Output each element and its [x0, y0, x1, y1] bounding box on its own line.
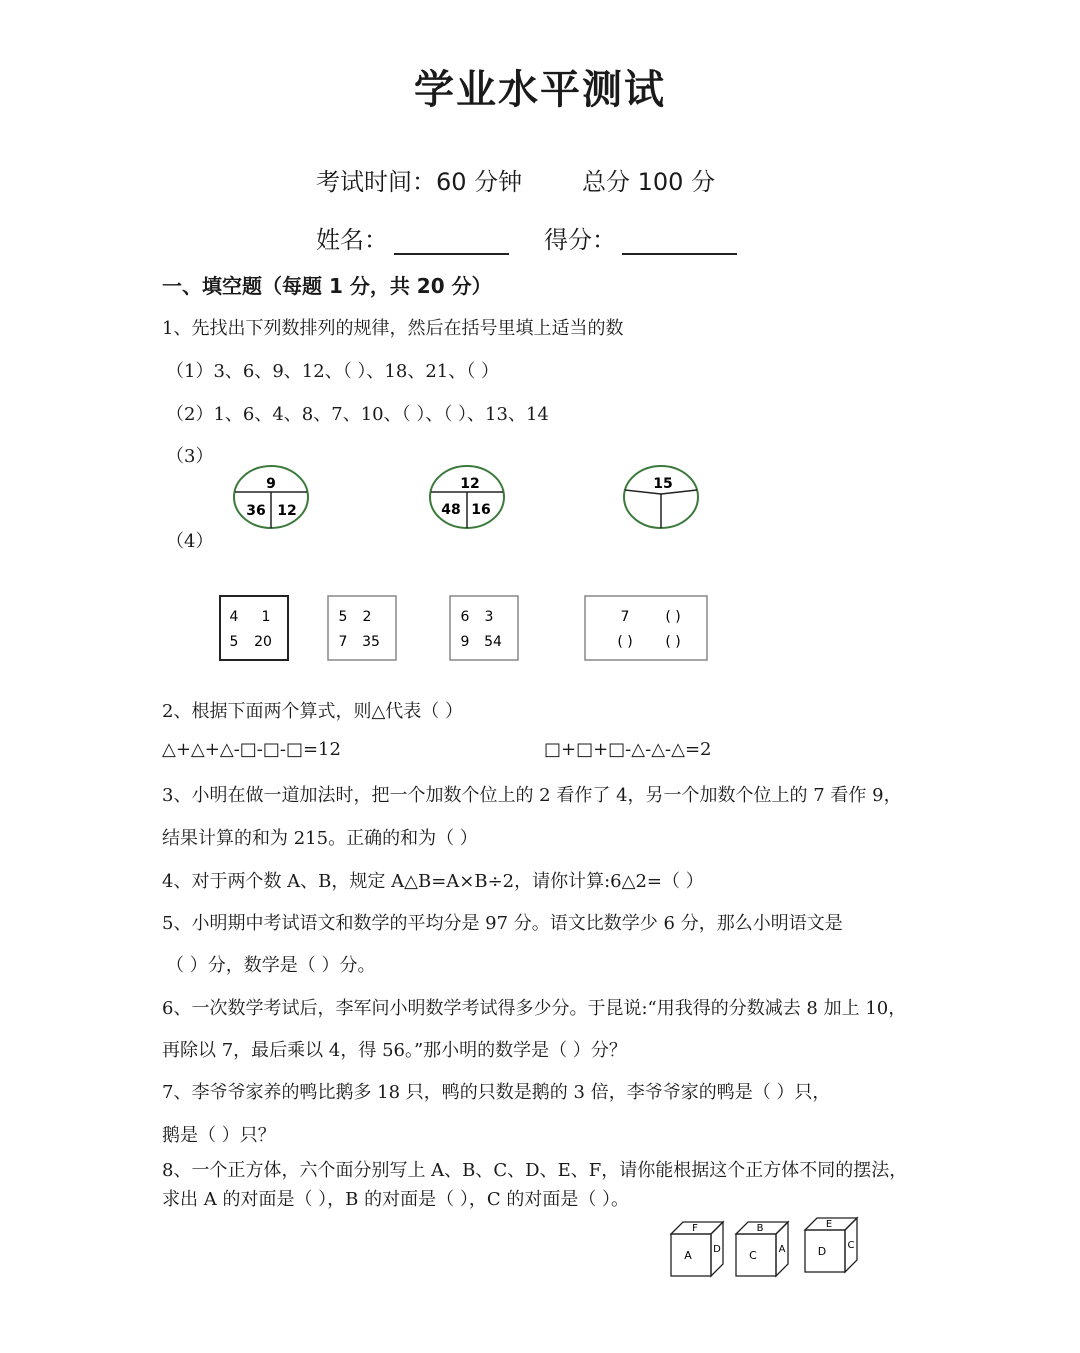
question-8-line-1: 8、一个正方体，六个面分别写上 A、B、C、D、E、F，请你能根据这个正方体不同的摆法，: [162, 1160, 908, 1181]
question-8-line-2: 求出 A 的对面是（ ），B 的对面是（ ），C 的对面是（ ）。: [162, 1189, 630, 1210]
cube-1-side: D: [713, 1244, 721, 1255]
name-blank[interactable]: [394, 231, 509, 255]
box-3-b: 3: [484, 609, 494, 625]
question-5-line-1: 5、小明期中考试语文和数学的平均分是 97 分。语文比数学少 6 分，那么小明语文是: [162, 913, 843, 934]
cube-2-front: C: [749, 1249, 757, 1262]
question-2-equation-1: △+△+△-□-□-□=12: [162, 739, 341, 760]
circle-3-top: 15: [653, 476, 673, 492]
question-1-2: （2）1、6、4、8、7、10、（ ）、（ ）、13、14: [166, 404, 549, 425]
exam-time: 考试时间：60 分钟: [316, 168, 523, 196]
cube-3-front: D: [817, 1245, 827, 1258]
name-field[interactable]: [316, 220, 509, 255]
circle-figure-1: [230, 462, 312, 532]
score-label: 得分：: [544, 226, 616, 254]
question-5-line-2: （ ）分，数学是（ ）分。: [166, 955, 376, 976]
score-field[interactable]: [544, 220, 737, 255]
cube-3-side: C: [847, 1240, 855, 1251]
box-1-c: 5: [229, 634, 239, 650]
box-1-d: 20: [254, 634, 272, 650]
question-1-3: （3）: [166, 446, 214, 467]
box-1-b: 1: [261, 609, 271, 625]
circle-figure-3: [620, 462, 702, 532]
box-3-c: 9: [460, 634, 470, 650]
question-4: 4、对于两个数 A、B，规定 A△B=A×B÷2，请你计算:6△2=（ ）: [162, 871, 704, 892]
cube-2-side: A: [778, 1244, 786, 1255]
total-score: 总分 100 分: [582, 168, 716, 196]
question-2: 2、根据下面两个算式，则△代表（ ）: [162, 701, 464, 722]
circle-1-left: 36: [246, 503, 266, 519]
number-box-2: [326, 594, 398, 662]
box-2-c: 7: [338, 634, 348, 650]
circle-1-right: 12: [277, 503, 297, 519]
cube-2-top: B: [756, 1223, 764, 1234]
box-1-a: 4: [229, 609, 239, 625]
circle-2-left: 48: [441, 502, 461, 518]
box-4-c: ( ): [617, 634, 633, 650]
question-1-4: （4）: [166, 531, 214, 552]
box-3-a: 6: [460, 609, 470, 625]
section-heading: 一、填空题（每题 1 分，共 20 分）: [162, 274, 492, 298]
circle-1-top: 9: [266, 476, 276, 492]
question-6-line-1: 6、一次数学考试后，李军问小明数学考试得多少分。于昆说:“用我得的分数减去 8 加上 10，: [162, 998, 907, 1019]
box-2-a: 5: [338, 609, 348, 625]
box-2-b: 2: [362, 609, 372, 625]
box-4-b: ( ): [665, 609, 681, 625]
question-6-line-2: 再除以 7，最后乘以 4，得 56。”那小明的数学是（ ）分？: [162, 1040, 627, 1061]
name-label: 姓名：: [316, 226, 388, 254]
cube-1-top: F: [692, 1223, 698, 1234]
number-box-1: [218, 594, 290, 662]
question-3-line-2: 结果计算的和为 215。正确的和为（ ）: [162, 828, 478, 849]
number-box-4: [583, 594, 709, 662]
question-7-line-2: 鹅是（ ）只？: [162, 1125, 276, 1146]
cube-3-top: E: [825, 1219, 833, 1230]
box-3-d: 54: [484, 634, 502, 650]
box-4-d: ( ): [665, 634, 681, 650]
cube-figure-2: [733, 1218, 791, 1280]
number-box-3: [448, 594, 520, 662]
cube-figure-3: [802, 1214, 860, 1276]
cube-1-front: A: [684, 1249, 692, 1262]
page-title: 学业水平测试: [414, 67, 666, 113]
cube-figure-1: [668, 1218, 726, 1280]
question-1-1: （1）3、6、9、12、（ ）、18、21、（ ）: [166, 361, 499, 382]
circle-2-top: 12: [460, 476, 480, 492]
box-2-d: 35: [362, 634, 380, 650]
circle-figure-2: [426, 462, 508, 532]
score-blank[interactable]: [622, 231, 737, 255]
circle-2-right: 16: [471, 502, 491, 518]
box-4-a: 7: [620, 609, 630, 625]
question-3-line-1: 3、小明在做一道加法时，把一个加数个位上的 2 看作了 4，另一个加数个位上的 7 看作 9，: [162, 785, 902, 806]
question-2-equation-2: □+□+□-△-△-△=2: [544, 739, 712, 760]
question-1: 1、先找出下列数排列的规律，然后在括号里填上适当的数: [162, 318, 624, 339]
question-7-line-1: 7、李爷爷家养的鸭比鹅多 18 只，鸭的只数是鹅的 3 倍，李爷爷家的鸭是（ ）只，: [162, 1082, 831, 1103]
